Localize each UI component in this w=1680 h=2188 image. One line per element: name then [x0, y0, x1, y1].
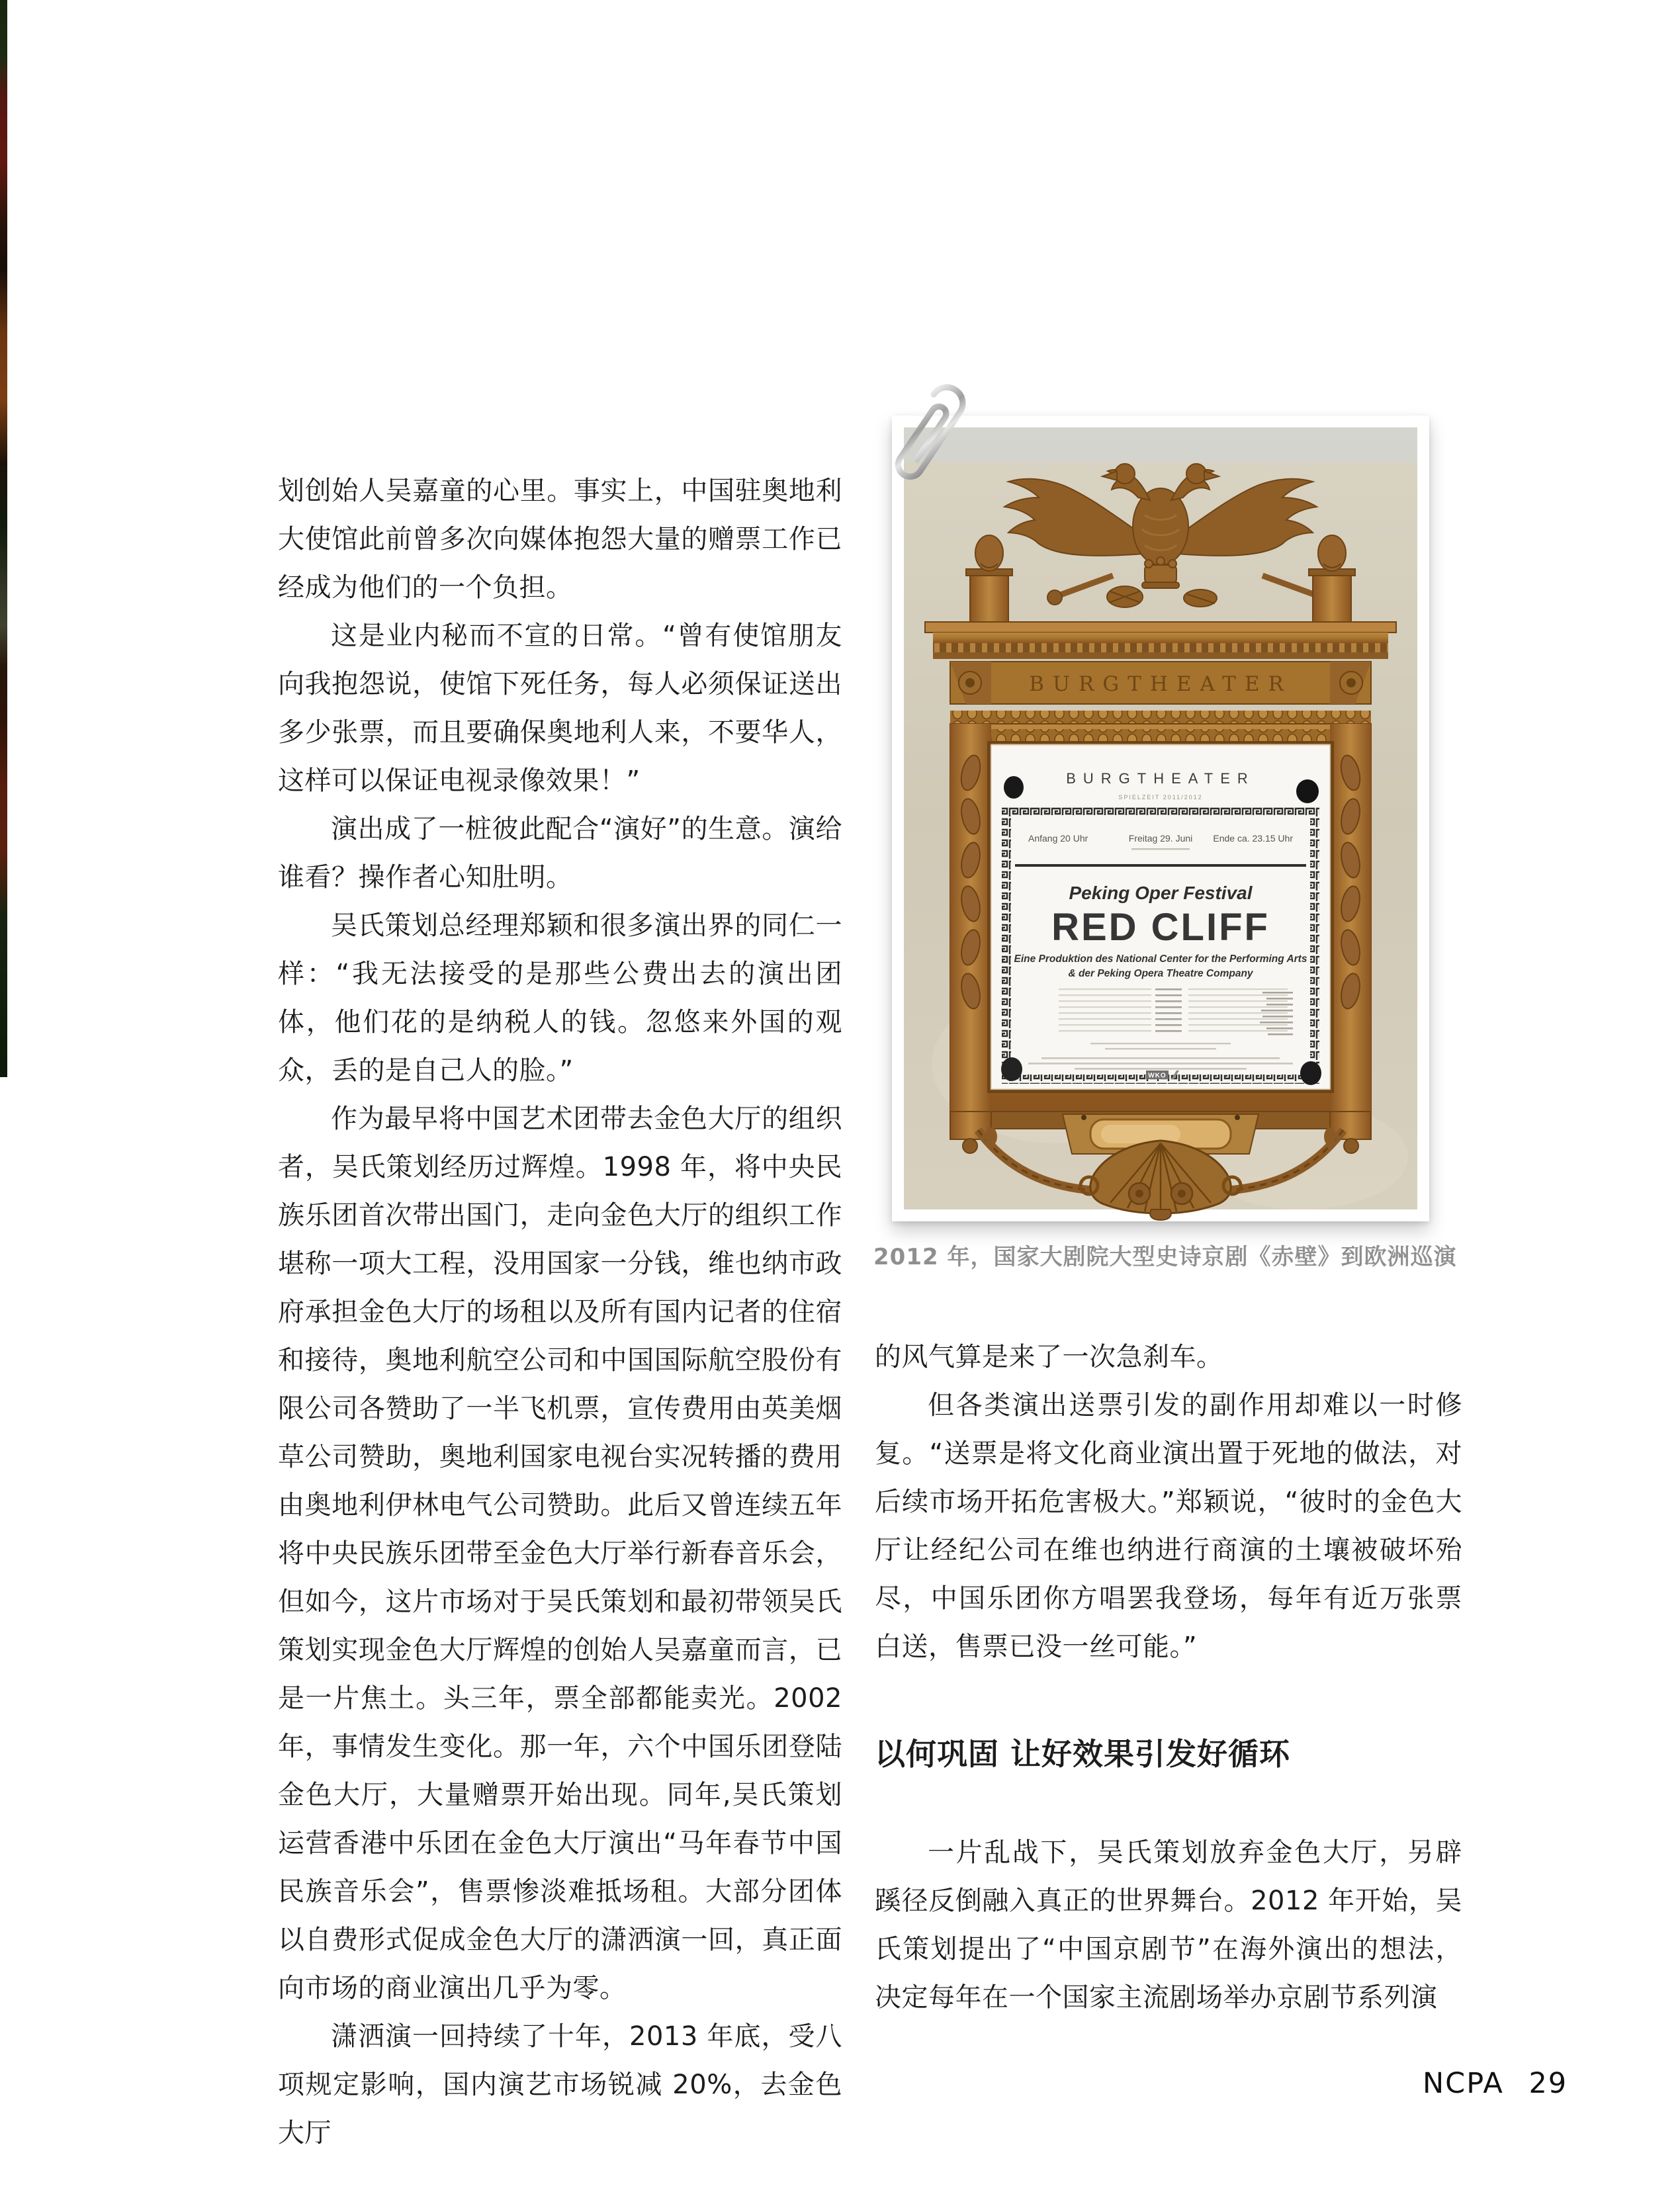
paragraph: 潇洒演一回持续了十年，2013 年底，受八项规定影响，国内演艺市场锐减 20%，去金色大厅 — [278, 2021, 842, 2148]
poster-date: Freitag 29. Juni — [1128, 833, 1193, 844]
magnet-bottom-right — [1300, 1061, 1321, 1085]
poster-start-time: Anfang 20 Uhr — [1028, 833, 1088, 844]
article-right-column — [875, 1333, 1462, 2022]
paragraph: 划创始人吴嘉童的心里。事实上，中国驻奥地利大使馆此前曾多次向媒体抱怨大量的赠票工作已经成为他们的一个负担。 — [278, 476, 842, 603]
magnet-bottom-left — [1001, 1057, 1022, 1081]
poster-production-line1: Eine Produktion des National Center for the Performing Arts — [1014, 953, 1307, 965]
poster-end-time: Ende ca. 23.15 Uhr — [1213, 833, 1293, 844]
greek-key-border-right — [1310, 806, 1319, 1084]
photo-caption: 2012 年，国家大剧院大型史诗京剧《赤壁》到欧洲巡演 — [873, 1244, 1457, 1270]
cornice-ledge — [925, 622, 1396, 633]
red-cliff-poster — [991, 745, 1330, 1089]
framed-poster-illustration — [892, 416, 1429, 1221]
left-bleed-photo-strip — [0, 0, 7, 1077]
article-left-column — [278, 467, 842, 2158]
paragraph: 这是业内秘而不宣的日常。“曾有使馆朋友向我抱怨说，使馆下死任务，每人必须保证送出多少张票，而且要确保奥地利人来，不要华人，这样可以保证电视录像效果！” — [278, 621, 842, 796]
paragraph: 的风气算是来了一次急刹车。 — [875, 1342, 1223, 1372]
paragraph: 演出成了一桩彼此配合“演好”的生意。演给谁看？操作者心知肚明。 — [278, 814, 842, 893]
magnet-top-left — [1004, 776, 1024, 799]
burgtheater-frame-photo — [892, 416, 1429, 1221]
poster-season: SPIELZEIT 2011/2012 — [1118, 794, 1203, 801]
frieze-band — [950, 662, 1371, 704]
page-number: NCPA 29 — [1423, 2067, 1568, 2100]
poster-title: RED CLIFF — [1051, 906, 1270, 949]
greek-key-border-left — [1002, 806, 1011, 1084]
wall-shadow-band — [904, 427, 1417, 462]
poster-production-line2: & der Peking Opera Theatre Company — [1068, 968, 1253, 979]
svg-text:WKO: WKO — [1148, 1072, 1167, 1080]
poster-festival: Peking Oper Festival — [1069, 883, 1253, 903]
magnet-top-right — [1296, 779, 1319, 803]
section-heading: 以何巩固 让好效果引发好循环 — [875, 1736, 1291, 1772]
paragraph: 作为最早将中国艺术团带去金色大厅的组织者，吴氏策划经历过辉煌。1998 年，将中央民族乐团首次带出国门，走向金色大厅的组织工作堪称一项大工程，没用国家一分钱，维也纳市政府承担金色大厅的场租以及所有国内记者的住宿和接待，奥地利航空公司和中国国际航空股份有限公司各赞助了一半飞机票，宣传费用由英美烟草公司赞助，奥地利国家电视台实况转播的费用由奥地利伊林电气公司赞助。此后又曾连续五年将中央民族乐团带至金色大厅举行新春音乐会，但如今，这片市场对于吴氏策划和最初带领吴氏策划实现金色大厅辉煌的创始人吴嘉童而言，已是一片焦土。头三年，票全部都能卖光。2002 年，事情发生变化。那一年，六个中国乐团登陆金色大厅，大量赠票开始出现。同年,吴氏策划运营香港中乐团在金色大厅演出“马年春节中国民族音乐会”，售票惨淡难抵场租。大部分团体以自费形式促成金色大厅的潇洒演一回，真正面向市场的商业演出几乎为零。 — [278, 1104, 842, 2003]
dentil-molding — [933, 643, 1388, 652]
greek-key-border-top — [1002, 806, 1319, 815]
poster-venue: BURGTHEATER — [1066, 770, 1255, 787]
egg-dart-molding — [950, 711, 1371, 724]
paragraph: 吴氏策划总经理郑颖和很多演出界的同仁一样：“我无法接受的是那些公费出去的演出团体，他们花的是纳税人的钱。忽悠来外国的观众，丢的是自己人的脸。” — [278, 910, 842, 1086]
paragraph: 但各类演出送票引发的副作用却难以一时修复。“送票是将文化商业演出置于死地的做法，对后续市场开拓危害极大。”郑颖说，“彼时的金色大厅让经纪公司在维也纳进行商演的土壤被破坏殆尽，中国乐团你方唱罢我登场，每年有近万张票白送，售票已没一丝可能。” — [875, 1390, 1462, 1662]
frame-carved-title: BURGTHEATER — [1029, 672, 1292, 696]
paragraph: 一片乱战下，吴氏策划放弃金色大厅，另辟蹊径反倒融入真正的世界舞台。2012 年开始，吴氏策划提出了“中国京剧节”在海外演出的想法，决定每年在一个国家主流剧场举办京剧节系列演 — [875, 1837, 1462, 2013]
